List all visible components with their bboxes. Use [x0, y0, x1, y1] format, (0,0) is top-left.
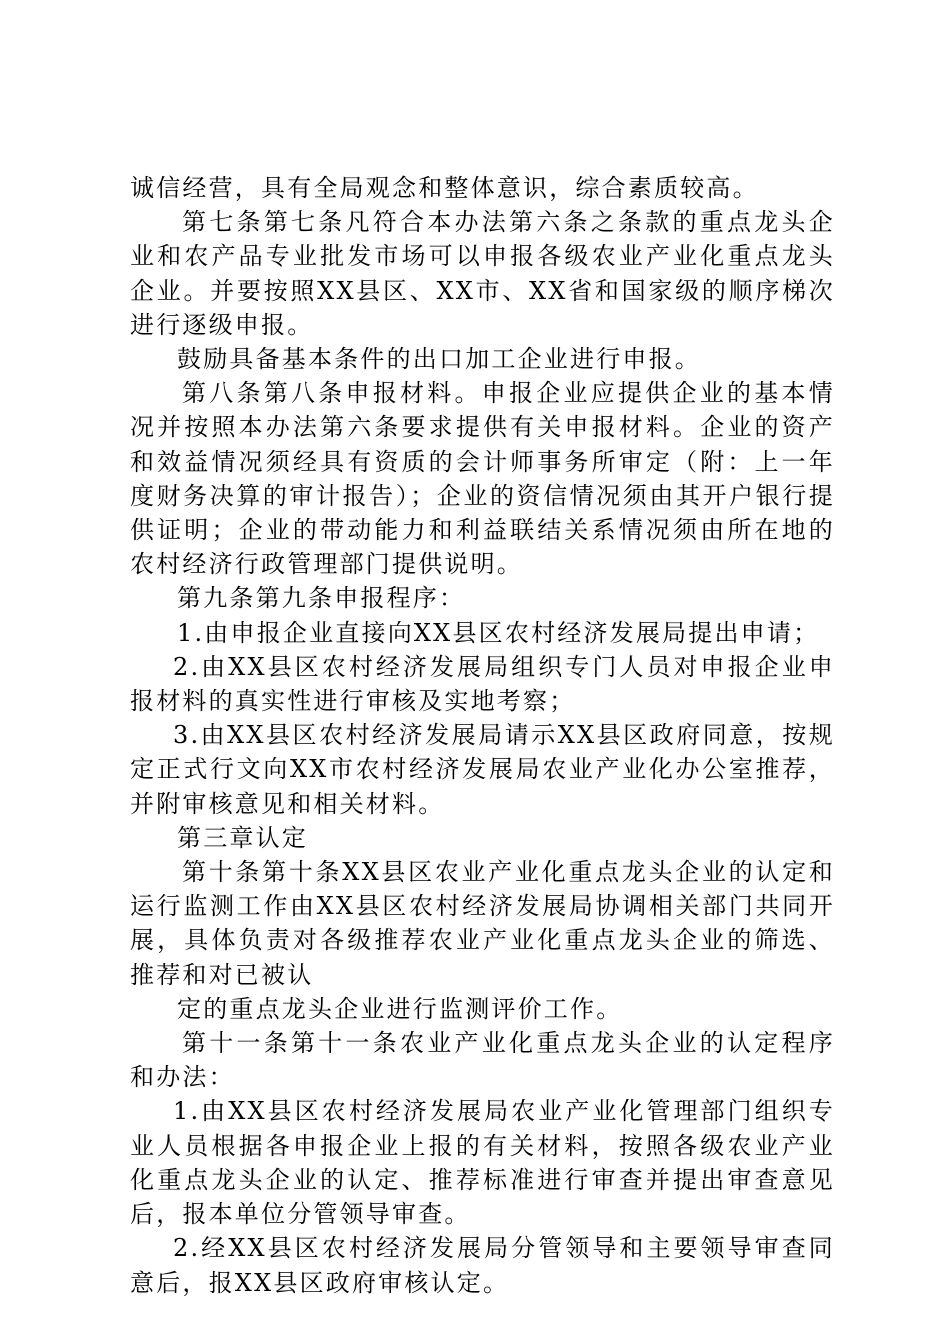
paragraph-procedure-2: 2.由XX县区农村经济发展局组织专门人员对申报企业申报材料的真实性进行审核及实地考察； [130, 652, 835, 716]
paragraph-recognition-2: 2.经XX县区农村经济发展局分管领导和主要领导审查同意后，报XX县区政府审核认定。 [130, 1234, 835, 1297]
document-body [130, 171, 835, 1300]
paragraph-procedure-1: 1.由申报企业直接向XX县区农村经济发展局提出申请； [177, 618, 820, 647]
paragraph-continuation: 诚信经营，具有全局观念和整体意识，综合素质较高。 [130, 174, 759, 202]
paragraph-article-8: 第八条第八条申报材料。申报企业应提供企业的基本情况并按照本办法第六条要求提供有关申报材料。企业的资产和效益情况须经具有资质的会计师事务所审定（附：上一年度财务决算的审计报告）；企业的资信情况须由其开户银行提供证明；企业的带动能力和利益联结关系情况须由所在地的农村经济行政管理部门提供说明。 [130, 379, 835, 579]
paragraph-article-10-cont: 定的重点龙头企业进行监测评价工作。 [177, 994, 623, 1023]
paragraph-article-10: 第十条第十条XX县区农业产业化重点龙头企业的认定和运行监测工作由XX县区农村经济发展局协调相关部门共同开展，具体负责对各级推荐农业产业化重点龙头企业的筛选、推荐和对已被认 [130, 858, 835, 989]
chapter-heading: 第三章认定 [177, 823, 308, 852]
paragraph-article-11: 第十一条第十一条农业产业化重点龙头企业的认定程序和办法： [130, 1029, 835, 1092]
paragraph-recognition-1: 1.由XX县区农村经济发展局农业产业化管理部门组织专业人员根据各申报企业上报的有关材料，按照各级农业产业化重点龙头企业的认定、推荐标准进行审查并提出审查意见后，报本单位分管领导审查。 [130, 1097, 835, 1229]
paragraph-procedure-3: 3.由XX县区农村经济发展局请示XX县区政府同意，按规定正式行文向XX市农村经济发展局农业产业化办公室推荐，并附审核意见和相关材料。 [130, 721, 835, 818]
paragraph-article-7: 第七条第七条凡符合本办法第六条之条款的重点龙头企业和农产品专业批发市场可以申报各级农业产业化重点龙头企业。并要按照XX县区、XX市、XX省和国家级的顺序梯次进行逐级申报。 [130, 208, 835, 339]
paragraph-encourage-export: 鼓励具备基本条件的出口加工企业进行申报。 [177, 345, 701, 374]
paragraph-article-9: 第九条第九条申报程序： [177, 584, 466, 613]
